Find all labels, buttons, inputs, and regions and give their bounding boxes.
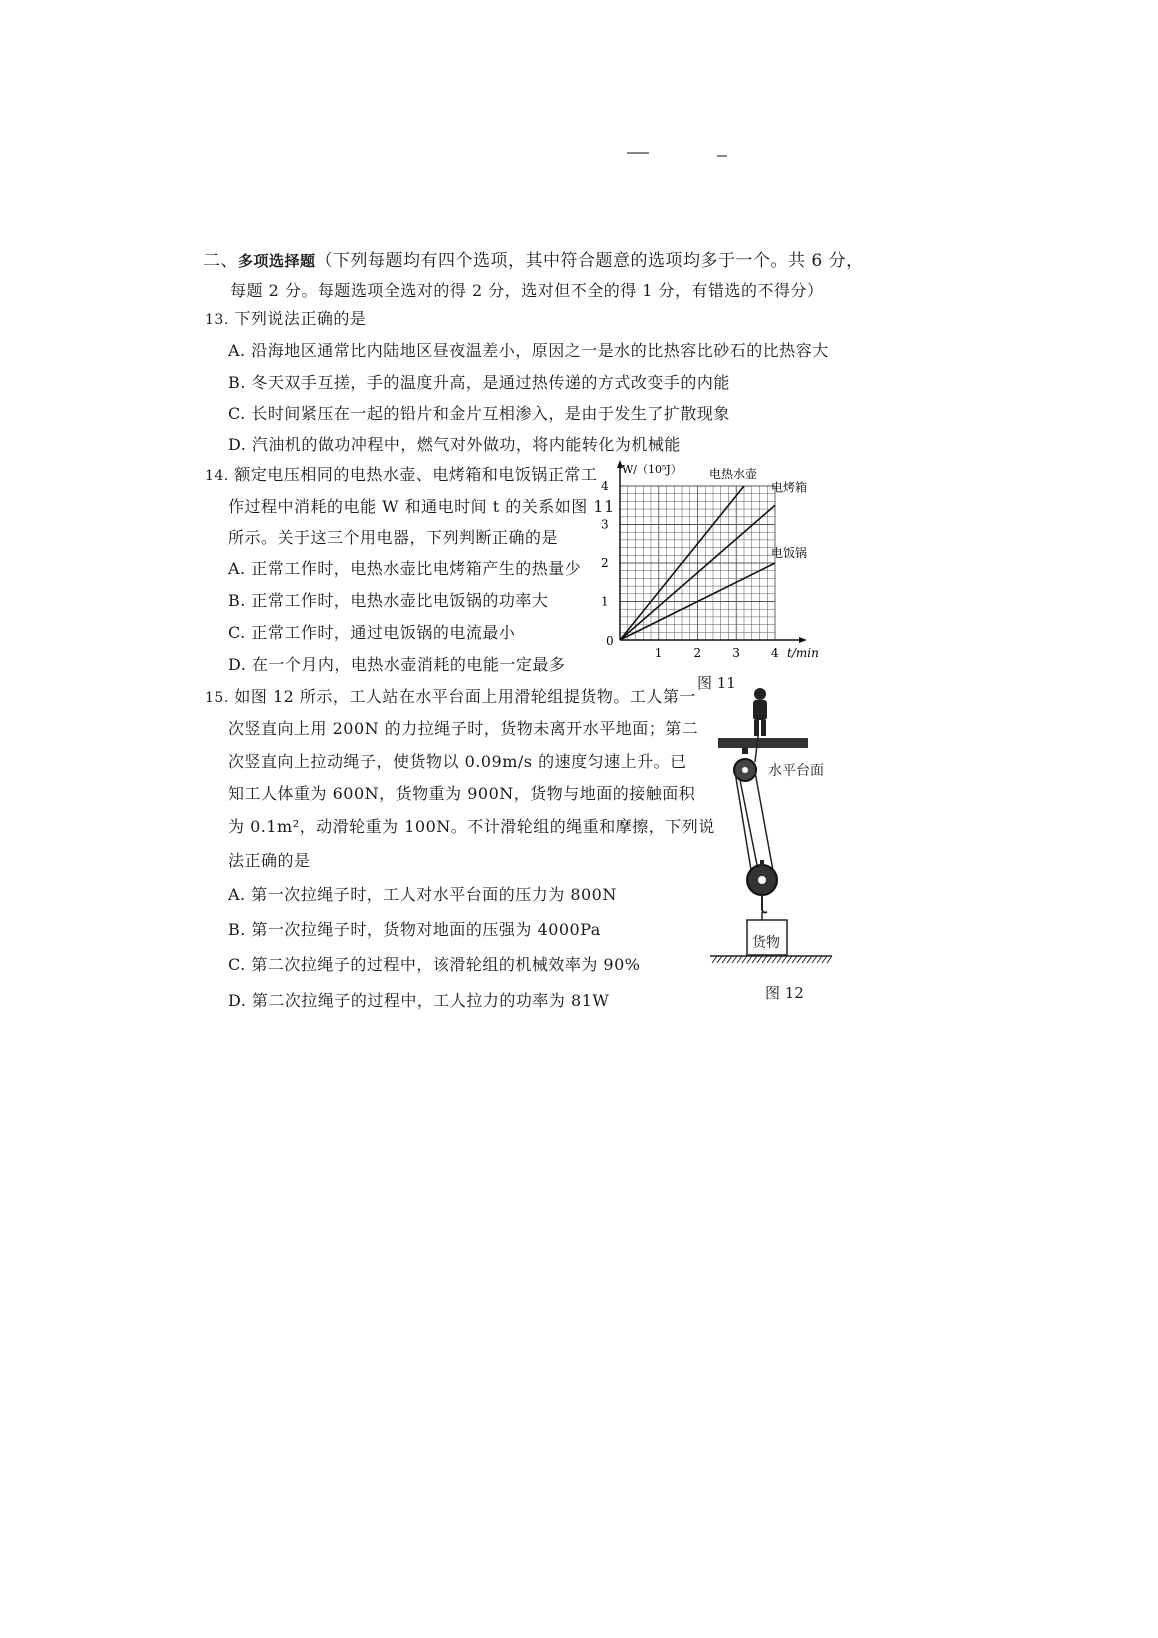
q15-option-d: D. 第二次拉绳子的过程中，工人拉力的功率为 81W [228, 991, 610, 1010]
horizontal-platform [718, 738, 808, 748]
x-tick-label: 1 [654, 646, 663, 660]
hatch-line [762, 956, 767, 963]
scan-mark [717, 155, 727, 157]
q15-option-a: A. 第一次拉绳子时，工人对水平台面的压力为 800N [228, 885, 617, 904]
hatch-line [802, 956, 807, 963]
hatch-line [782, 956, 787, 963]
series-label: 电烤箱 [771, 480, 808, 495]
series-label: 电热水壶 [709, 467, 758, 481]
q14-option-d: D. 在一个月内，电热水壶消耗的电能一定最多 [228, 655, 566, 674]
q14-stem-line2: 作过程中消耗的电能 W 和通电时间 t 的关系如图 11 [228, 497, 615, 516]
y-tick-label: 2 [601, 556, 609, 570]
q15-option-c: C. 第二次拉绳子的过程中，该滑轮组的机械效率为 90% [228, 955, 641, 974]
hatch-line [772, 956, 777, 963]
q14-stem-text: 额定电压相同的电热水壶、电烤箱和电饭锅正常工 [234, 465, 598, 484]
figure-12-pulley-diagram [700, 680, 840, 970]
q13-number: 13. [205, 312, 229, 328]
section-number: 二、 [203, 251, 238, 271]
q14-option-c: C. 正常工作时，通过电饭锅的电流最小 [228, 623, 516, 642]
q13-stem [205, 306, 366, 329]
q13-option-a: A. 沿海地区通常比内陆地区昼夜温差小，原因之一是水的比热容比砂石的比热容大 [228, 341, 829, 360]
q14-option-b: B. 正常工作时，电热水壶比电饭锅的功率大 [228, 591, 549, 610]
hatch-line [792, 956, 797, 963]
q15-option-b: B. 第一次拉绳子时，货物对地面的压强为 4000Pa [228, 920, 601, 939]
hatch-line [712, 956, 717, 963]
y-tick-label: 3 [601, 517, 609, 532]
origin-label: 0 [606, 634, 614, 648]
x-axis-arrow [799, 637, 807, 643]
section-header [203, 246, 864, 271]
hatch-line [722, 956, 727, 963]
x-tick-label: 3 [732, 646, 740, 660]
figure-11-caption: 图 11 [697, 674, 736, 692]
q15-stem-text: 如图 12 所示，工人站在水平台面上用滑轮组提货物。工人第一 [234, 687, 696, 706]
scan-mark [627, 152, 649, 154]
q15-stem-line6: 法正确的是 [228, 851, 311, 870]
hatch-line [757, 956, 762, 963]
hatch-line [787, 956, 792, 963]
series-label: 电饭锅 [771, 546, 808, 560]
hatch-line [822, 956, 827, 963]
q14-number: 14. [205, 468, 229, 484]
hatch-line [737, 956, 742, 963]
figure-12-caption: 图 12 [765, 984, 804, 1002]
x-tick-label: 4 [771, 646, 779, 660]
section-title: 多项选择题 [238, 252, 316, 270]
figure-11-chart [580, 455, 840, 670]
q14-stem-line3: 所示。关于这三个用电器，下列判断正确的是 [228, 528, 559, 547]
y-tick-label: 1 [601, 594, 609, 609]
x-axis-label: t/min [787, 646, 819, 660]
q14-stem-line1 [205, 462, 597, 485]
q13-option-d: D. 汽油机的做功冲程中，燃气对外做功，将内能转化为机械能 [228, 435, 681, 454]
hatch-line [752, 956, 757, 963]
q15-number: 15. [205, 690, 229, 706]
hatch-line [727, 956, 732, 963]
hatch-line [717, 956, 722, 963]
q15-stem-line4: 知工人体重为 600N，货物重为 900N，货物与地面的接触面积 [228, 784, 696, 803]
hatch-line [807, 956, 812, 963]
q15-stem-line5: 为 0.1m²，动滑轮重为 100N。不计滑轮组的绳重和摩擦，下列说 [228, 817, 715, 836]
hatch-line [797, 956, 802, 963]
hatch-line [747, 956, 752, 963]
q13-option-b: B. 冬天双手互搓，手的温度升高，是通过热传递的方式改变手的内能 [228, 373, 730, 392]
section-instructions: （下列每题均有四个选项，其中符合题意的选项均多于一个。共 6 分， [315, 251, 864, 271]
q14-option-a: A. 正常工作时，电热水壶比电烤箱产生的热量少 [228, 559, 582, 578]
hatch-line [742, 956, 747, 963]
cargo-label: 货物 [752, 935, 780, 951]
q13-stem-text: 下列说法正确的是 [234, 309, 367, 328]
worker-figure [753, 688, 767, 736]
q13-option-c: C. 长时间紧压在一起的铅片和金片互相渗入，是由于发生了扩散现象 [228, 404, 730, 423]
platform-label: 水平台面 [768, 763, 824, 779]
chart-grid [620, 486, 775, 640]
hatch-line [817, 956, 822, 963]
hatch-line [812, 956, 817, 963]
hatch-line [827, 956, 832, 963]
x-tick-label: 2 [693, 646, 702, 660]
hatch-line [732, 956, 737, 963]
q15-stem-line3: 次竖直向上拉动绳子，使货物以 0.09m/s 的速度匀速上升。已 [228, 752, 687, 771]
y-axis-label: W/（10⁵J） [622, 463, 682, 476]
q15-stem-line1 [205, 684, 696, 707]
section-instructions-2: 每题 2 分。每题选项全选对的得 2 分，选对但不全的得 1 分，有错选的不得分） [230, 281, 824, 300]
y-tick-label: 4 [601, 479, 609, 493]
ground-hatch [712, 956, 832, 963]
hatch-line [767, 956, 772, 963]
hatch-line [777, 956, 782, 963]
q15-stem-line2: 次竖直向上用 200N 的力拉绳子时，货物未离开水平地面；第二 [228, 719, 699, 738]
